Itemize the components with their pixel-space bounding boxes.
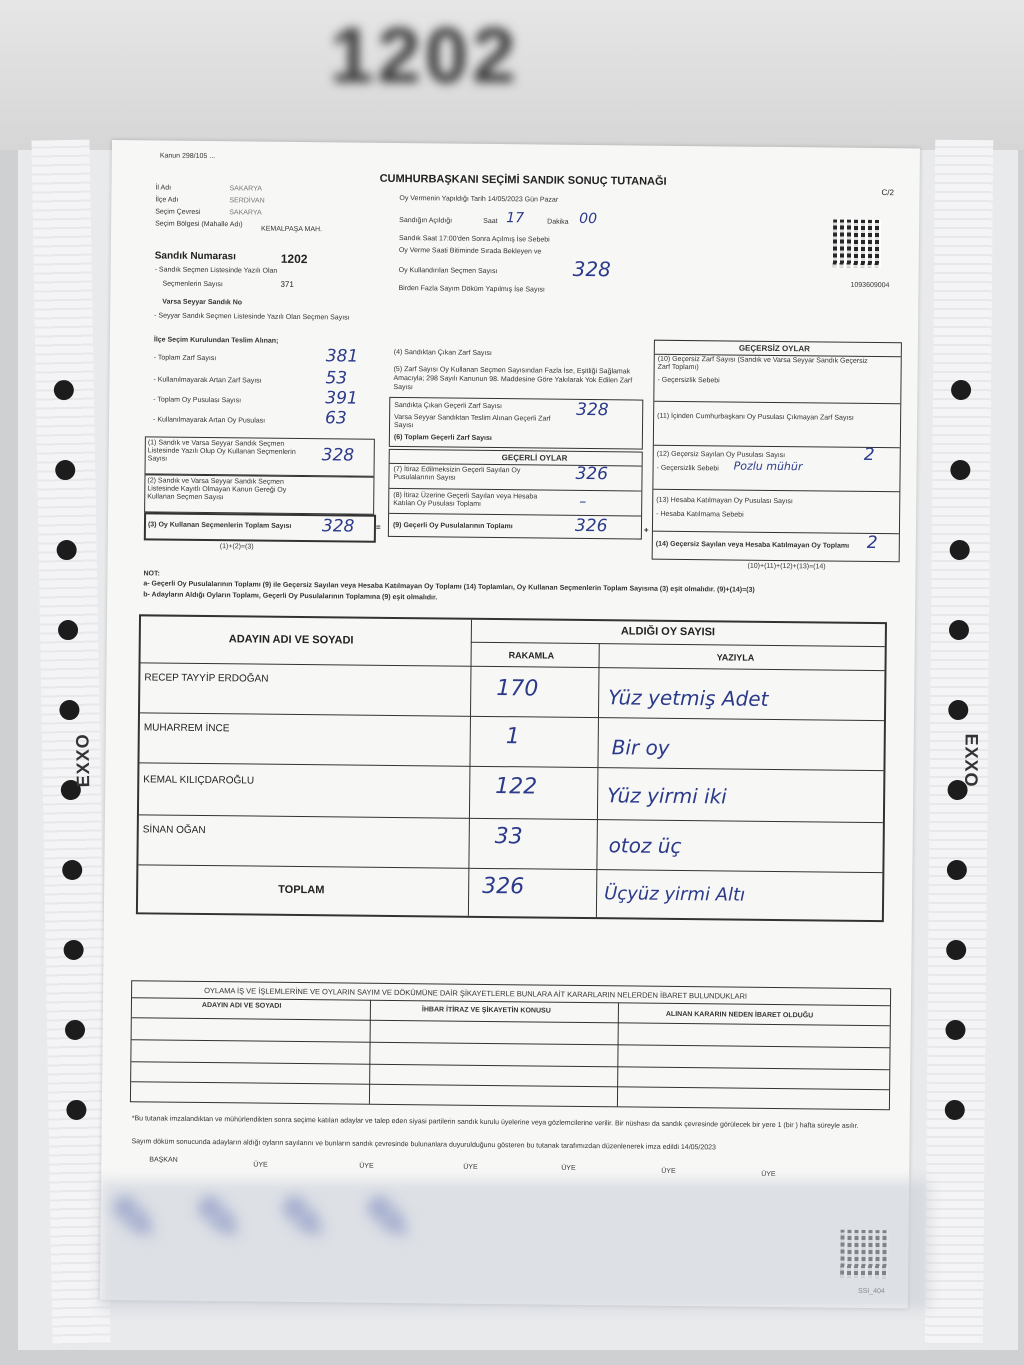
row-6b-label: Varsa Seyyar Sandıktan Teslim Alınan Geçerli Zarf Sayısı <box>393 413 551 430</box>
note-b: b- Adayların Aldığı Oyların Toplamı, Geçerli Oy Pusulalarının Toplamına (9) eşit olmalıdır. <box>143 591 438 602</box>
received-label: - Kullanılmayarak Artan Oy Pusulası <box>153 416 266 425</box>
sandik-no-label: Sandık Numarası <box>154 250 236 263</box>
punch-hole <box>55 460 75 480</box>
punch-hole <box>948 700 968 720</box>
total-votes-digits: 326 <box>482 873 525 900</box>
row-10-label: (10) Geçersiz Zarf Sayısı (Sandık ve Varsa Seyyar Sandık Geçersiz Zarf Toplamı) <box>657 355 868 372</box>
candidate-name: RECEP TAYYİP ERDOĞAN <box>144 672 269 685</box>
redacted-handwriting: ✎ ✎ ✎ ✎ <box>110 1187 423 1252</box>
received-label: - Kullanılmayarak Artan Zarf Sayısı <box>153 376 262 385</box>
candidate-votes-digits: 170 <box>496 676 539 702</box>
row-12-label: (12) Geçersiz Sayılan Oy Pusulası Sayısı <box>656 450 786 460</box>
note-a: a- Geçerli Oy Pusulalarının Toplamı (9) ile Geçersiz Sayılan veya Hesaba Katılmayan Oy Toplamı (14) Toplamları, Oy Kullanan Seçmenlerin Toplam Sayısına (3) eşit olmalıdır. (9)+(14)=(3) <box>143 580 755 594</box>
equals-sign: = <box>375 522 381 532</box>
complaints-col-decision: ALINAN KARARIN NEDEN İBARET OLDUĞU <box>665 1010 814 1020</box>
row-11-label: (11) İçinden Cumhurbaşkanı Oy Pusulası Çıkmayan Zarf Sayısı <box>657 412 854 422</box>
blurred-box-number: 1202 <box>330 11 520 99</box>
sleeve-strip-right <box>925 140 994 1345</box>
candidate-name: MUHARREM İNCE <box>143 722 230 735</box>
tally-sheet <box>100 140 920 1308</box>
signature-member: ÜYE <box>253 1161 268 1169</box>
sandik-no-value: 1202 <box>280 251 308 267</box>
results-table <box>136 614 887 922</box>
punch-hole <box>62 860 82 880</box>
row-6a-label: Sandıkta Çıkan Geçerli Zarf Sayısı <box>394 401 503 411</box>
formula-1: (1)+(2)=(3) <box>219 543 254 551</box>
punch-hole <box>951 380 971 400</box>
box-3 <box>144 512 376 542</box>
row-14-value: 2 <box>866 532 878 554</box>
valid-votes-title: GEÇERLİ OYLAR <box>501 453 568 463</box>
voters-label: Oy Kullandırılan Seçmen Sayısı <box>398 267 498 276</box>
row-9-value: 326 <box>574 515 608 537</box>
received-label: - Toplam Oy Pusulası Sayısı <box>153 396 242 405</box>
box-1 <box>145 436 375 476</box>
row-13-label: (13) Hesaba Katılmayan Oy Pusulası Sayısı <box>656 496 793 506</box>
box-6 <box>389 397 644 450</box>
row-9-label: (9) Geçerli Oy Pusulalarının Toplamı <box>392 521 513 531</box>
candidate-votes-words: otoz üç <box>608 833 682 859</box>
complaints-col-subject: İHBAR İTİRAZ VE ŞİKAYETİN KONUSU <box>421 1006 551 1015</box>
valid-votes-box <box>388 449 643 540</box>
law-reference: Kanun 298/105 ... <box>159 152 216 161</box>
received-value: 381 <box>325 346 359 367</box>
il-value: SAKARYA <box>229 185 262 193</box>
candidate-votes-digits: 122 <box>495 774 538 800</box>
recount-label: Birden Fazla Sayım Döküm Yapılmış İse Sayısı <box>398 285 545 294</box>
punch-hole <box>946 940 966 960</box>
ilce-label: İlçe Adı <box>155 196 179 204</box>
punch-hole <box>950 460 970 480</box>
row-4-label: (4) Sandıktan Çıkan Zarf Sayısı <box>393 348 492 357</box>
row-5-label: (5) Zarf Sayısı Oy Kullanan Seçmen Sayısından Fazla İse, Eşitliği Sağlamak Amacıyla; 298 Sayılı Kanunun 98. Maddesine Göre Yakılarak Yok Edilen Zarf Sayısı <box>393 365 633 392</box>
document-id: 1093609004 <box>850 281 890 290</box>
row-12-reason-value: Pozlu mühür <box>733 459 803 474</box>
sleeve-brand-right: EXXO <box>961 733 982 788</box>
punch-hole <box>58 620 78 640</box>
box-2-label: (2) Sandık ve Varsa Seyyar Sandık Seçmen Listesinde Kayıtlı Olmayan Kanun Gereği Oy Kullanan Seçmen Sayısı <box>147 477 287 502</box>
sleeve-brand-left: EXXO <box>72 733 94 788</box>
col-words-header: YAZIYLA <box>716 652 755 663</box>
box-3-label: (3) Oy Kullanan Seçmenlerin Toplam Sayısı <box>147 521 292 530</box>
qr-code-top <box>833 220 882 269</box>
listed-label-2: Seçmenlerin Sayısı <box>162 280 223 289</box>
dakika-value: 00 <box>579 210 598 228</box>
received-label: - Toplam Zarf Sayısı <box>153 354 217 363</box>
seyyar-listed-label: - Seyyar Sandık Seçmen Listesinde Yazılı Olan Seçmen Sayısı <box>154 312 350 322</box>
signature-baskan: BAŞKAN <box>149 1156 178 1164</box>
received-title: İlçe Seçim Kurulundan Teslim Alınan; <box>153 336 279 345</box>
row-6-value: 328 <box>576 399 609 421</box>
signature-member: ÜYE <box>359 1162 374 1170</box>
note-title: NOT: <box>143 570 160 578</box>
punch-hole <box>947 860 967 880</box>
candidate-votes-digits: 33 <box>494 824 523 850</box>
complaints-col-candidate: ADAYIN ADI VE SOYADI <box>201 1001 282 1010</box>
punch-hole <box>949 620 969 640</box>
signature-member: ÜYE <box>561 1164 576 1172</box>
plus-sign: + <box>643 525 649 535</box>
row-8-label: (8) İtiraz Üzerine Geçerli Sayılan veya Hesaba Katılan Oy Pusulası Toplamı <box>393 491 538 508</box>
seyyar-label: Varsa Seyyar Sandık No <box>162 298 243 307</box>
row-8-value: – <box>579 493 587 510</box>
row-6c-label: (6) Toplam Geçerli Zarf Sayısı <box>393 433 492 442</box>
candidate-name: KEMAL KILIÇDAROĞLU <box>143 774 255 787</box>
saat-value: 17 <box>506 210 525 227</box>
waiting-label: Oy Verme Saati Bitiminde Sırada Bekleyen ve <box>398 247 542 256</box>
invalid-votes-title: GEÇERSİZ OYLAR <box>738 343 811 354</box>
row-12-reason: - Geçersizlik Sebebi <box>656 464 719 473</box>
candidate-votes-digits: 1 <box>505 724 520 750</box>
signature-member: ÜYE <box>463 1163 478 1171</box>
listed-value: 371 <box>280 279 294 289</box>
col-votes-header: ALDIĞI OY SAYISI <box>620 625 716 639</box>
bolge-label: Seçim Bölgesi (Mahalle Adı) <box>155 220 243 229</box>
box-1-label: (1) Sandık ve Varsa Seyyar Sandık Seçmen Listesinde Yazılı Olup Oy Kullanan Seçmenlerin Sayısı <box>147 439 296 463</box>
received-value: 53 <box>325 368 348 389</box>
punch-hole <box>56 540 76 560</box>
candidate-name: SİNAN OĞAN <box>142 824 206 837</box>
cevre-label: Seçim Çevresi <box>155 208 201 216</box>
invalid-votes-box <box>652 340 902 563</box>
row-12-value: 2 <box>863 444 875 466</box>
total-label: TOPLAM <box>278 883 325 897</box>
dakika-label: Dakika <box>547 218 569 226</box>
saat-label: Saat <box>483 217 498 226</box>
box-3-value: 328 <box>321 516 355 537</box>
formula-14: (10)+(11)+(12)+(13)=(14) <box>747 562 826 571</box>
punch-hole <box>945 1020 965 1040</box>
complaints-table <box>130 980 891 1110</box>
punch-hole <box>950 540 970 560</box>
il-label: İl Adı <box>155 184 172 192</box>
total-votes-words: Üçyüz yirmi Altı <box>604 883 746 906</box>
punch-hole <box>63 940 83 960</box>
candidate-votes-words: Yüz yetmiş Adet <box>608 685 769 711</box>
after17-label: Sandık Saat 17:00'den Sonra Açılmış İse Sebebi <box>398 235 550 244</box>
punch-hole <box>65 1020 85 1040</box>
row-7-value: 326 <box>575 463 609 485</box>
punch-hole <box>945 1100 965 1120</box>
punch-hole <box>59 700 79 720</box>
col-candidate-header: ADAYIN ADI VE SOYADI <box>228 633 354 647</box>
box-2 <box>144 474 374 514</box>
row-14-label: (14) Geçersiz Sayılan veya Hesaba Katılmayan Oy Toplamı <box>655 540 850 550</box>
form-title: CUMHURBAŞKANI SEÇİMİ SANDIK SONUÇ TUTANAĞI <box>379 172 667 188</box>
complaints-title: OYLAMA İŞ VE İŞLEMLERİNE VE OYLARIN SAYIM VE DÖKÜMÜNE DAİR ŞİKAYETLERLE BUNLARA AİT KARARLARIN NELERDEN İBARET BULUNDUKLARI <box>204 986 748 1001</box>
voters-value: 328 <box>572 256 611 282</box>
ilce-value: SERDİVAN <box>229 197 265 205</box>
row-10-reason: - Geçersizlik Sebebi <box>657 376 720 385</box>
bolge-value: KEMALPAŞA MAH. <box>261 225 323 234</box>
election-date: Oy Vermenin Yapıldığı Tarih 14/05/2023 Gün Pazar <box>399 195 559 204</box>
signature-member: ÜYE <box>661 1167 676 1175</box>
candidate-votes-words: Bir oy <box>611 735 670 760</box>
col-digits-header: RAKAMLA <box>508 650 555 661</box>
opening-label: Sandığın Açıldığı <box>399 217 453 225</box>
footer-note-2: Sayım döküm sonucunda adayların aldığı oyların sayılarını ve bunların sandık çevresinde bulunanlara duyurulduğunu gösteren bu tutanak tarafımızdan düzenlenerek imza edildi 14/05/2023 <box>131 1138 716 1152</box>
row-7-label: (7) İtiraz Edilmeksizin Geçerli Sayılan Oy Pusulalarının Sayısı <box>393 465 521 482</box>
received-value: 391 <box>325 388 358 409</box>
cevre-value: SAKARYA <box>229 209 262 217</box>
punch-hole <box>54 380 74 400</box>
candidate-votes-words: Yüz yirmi iki <box>607 783 727 809</box>
punch-hole <box>66 1100 86 1120</box>
footer-note-1: *Bu tutanak imzalandıktan ve mühürlendikten sonra seçime katılan adaylar ve talep eden siyasi partilerin sandık kurulu üyelerine veya gözlemcilerine verilir. Bir nüshası da sandık çevresinde görülecek bir yere 1 (bir ) hafta süreyle asılır. <box>131 1115 859 1130</box>
box-1-value: 328 <box>321 445 355 466</box>
listed-label: - Sandık Seçmen Listesinde Yazılı Olan <box>154 266 278 275</box>
form-code: C/2 <box>881 188 894 198</box>
row-13-reason: - Hesaba Katılmama Sebebi <box>656 510 744 519</box>
received-value: 63 <box>324 408 347 429</box>
signature-member: ÜYE <box>761 1170 776 1179</box>
